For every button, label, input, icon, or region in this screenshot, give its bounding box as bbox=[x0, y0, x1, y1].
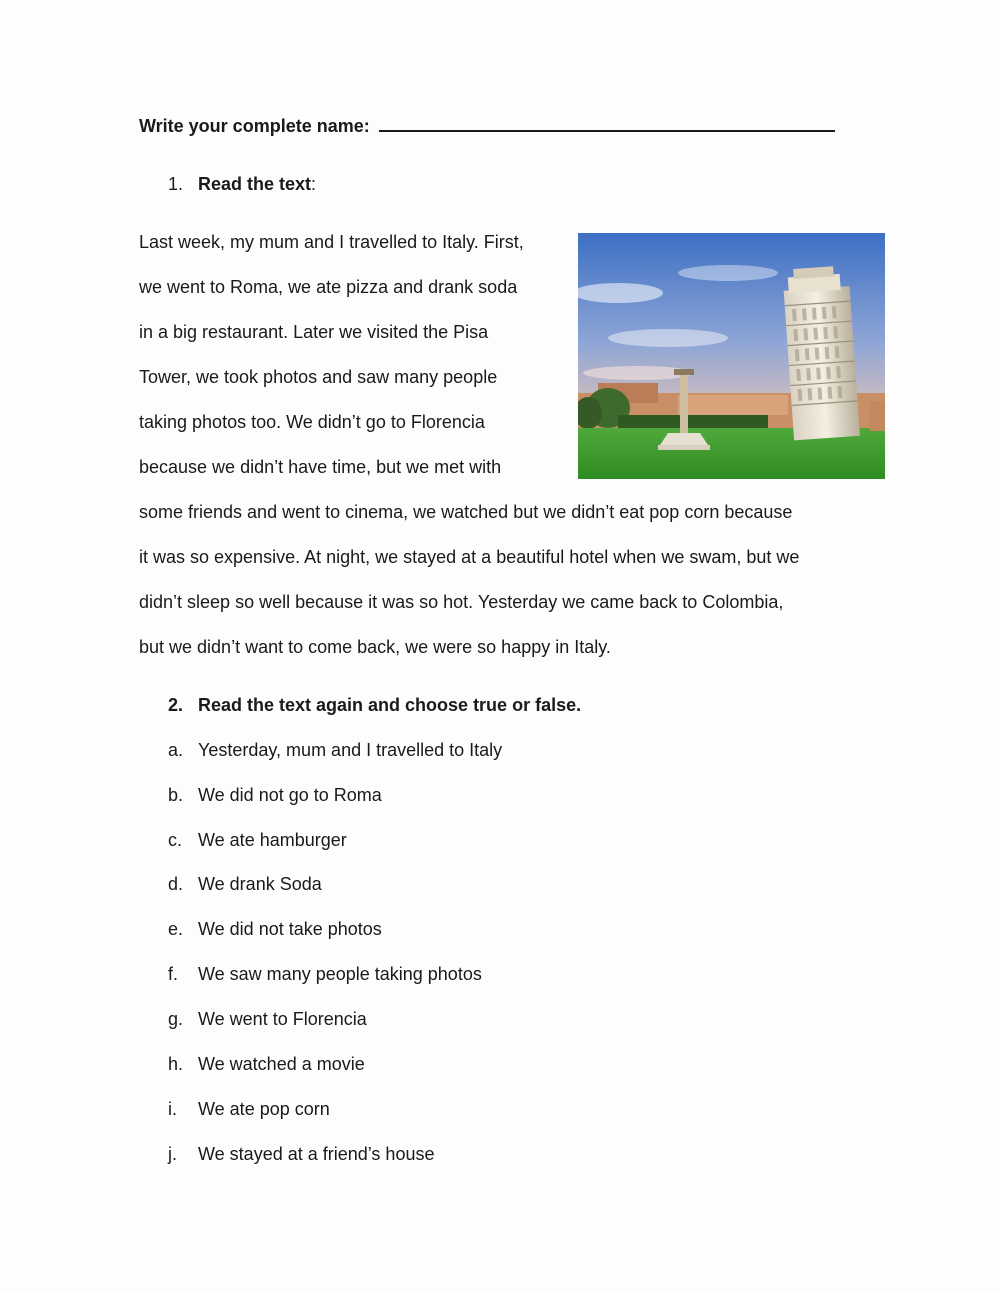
passage-line: it was so expensive. At night, we stayed at a beautiful hotel when we swam, but we bbox=[139, 547, 800, 567]
passage-line: in a big restaurant. Later we visited the Pisa bbox=[139, 322, 489, 342]
statement-letter: f. bbox=[168, 964, 179, 984]
statement-item bbox=[168, 964, 482, 985]
statement-letter: h. bbox=[168, 1054, 184, 1074]
passage-line: because we didn’t have time, but we met with bbox=[139, 457, 502, 477]
passage-line: didn’t sleep so well because it was so hot. Yesterday we came back to Colombia, bbox=[139, 592, 784, 612]
statement-text: We ate pop corn bbox=[198, 1099, 330, 1119]
section-2-number: 2. bbox=[168, 695, 184, 715]
statement-text: We went to Florencia bbox=[198, 1009, 367, 1029]
statement-letter: a. bbox=[168, 740, 184, 760]
statement-item bbox=[168, 874, 322, 895]
statement-letter: g. bbox=[168, 1009, 184, 1029]
statement-item bbox=[168, 830, 347, 851]
section-2-heading bbox=[168, 695, 581, 716]
statement-letter: c. bbox=[168, 830, 183, 850]
statement-item bbox=[168, 1054, 365, 1075]
statement-item bbox=[168, 1099, 330, 1120]
passage-line: some friends and went to cinema, we watched but we didn’t eat pop corn because bbox=[139, 502, 793, 522]
statement-text: We did not go to Roma bbox=[198, 785, 382, 805]
passage-line: but we didn’t want to come back, we were so happy in Italy. bbox=[139, 637, 611, 657]
statement-letter: b. bbox=[168, 785, 184, 805]
statement-text: Yesterday, mum and I travelled to Italy bbox=[198, 740, 503, 760]
statement-letter: j. bbox=[168, 1144, 177, 1164]
section-1-heading bbox=[168, 174, 316, 195]
name-prompt-label: Write your complete name: bbox=[139, 116, 370, 136]
statement-item bbox=[168, 785, 382, 806]
section-1-title: Read the text bbox=[198, 174, 312, 194]
passage-line: Tower, we took photos and saw many people bbox=[139, 367, 498, 387]
passage-line: we went to Roma, we ate pizza and drank soda bbox=[139, 277, 518, 297]
name-prompt bbox=[139, 116, 835, 137]
statement-text: We stayed at a friend’s house bbox=[198, 1144, 435, 1164]
section-1-colon: : bbox=[311, 174, 317, 194]
statement-letter: i. bbox=[168, 1099, 177, 1119]
statement-text: We did not take photos bbox=[198, 919, 382, 939]
passage-line: Last week, my mum and I travelled to Italy. First, bbox=[139, 232, 524, 252]
statement-item bbox=[168, 1009, 367, 1030]
statement-text: We drank Soda bbox=[198, 874, 322, 894]
statement-item bbox=[168, 919, 382, 940]
statement-item bbox=[168, 740, 502, 761]
statement-text: We saw many people taking photos bbox=[198, 964, 482, 984]
statement-letter: d. bbox=[168, 874, 184, 894]
statement-text: We ate hamburger bbox=[198, 830, 347, 850]
section-1-number: 1. bbox=[168, 174, 184, 194]
statement-text: We watched a movie bbox=[198, 1054, 365, 1074]
statement-letter: e. bbox=[168, 919, 184, 939]
passage-line: taking photos too. We didn’t go to Florencia bbox=[139, 412, 485, 432]
name-blank-line[interactable] bbox=[379, 116, 835, 132]
section-2-title: Read the text again and choose true or false. bbox=[198, 695, 582, 715]
statement-item bbox=[168, 1144, 434, 1165]
leaning-tower-of-pisa-photo bbox=[578, 233, 885, 479]
